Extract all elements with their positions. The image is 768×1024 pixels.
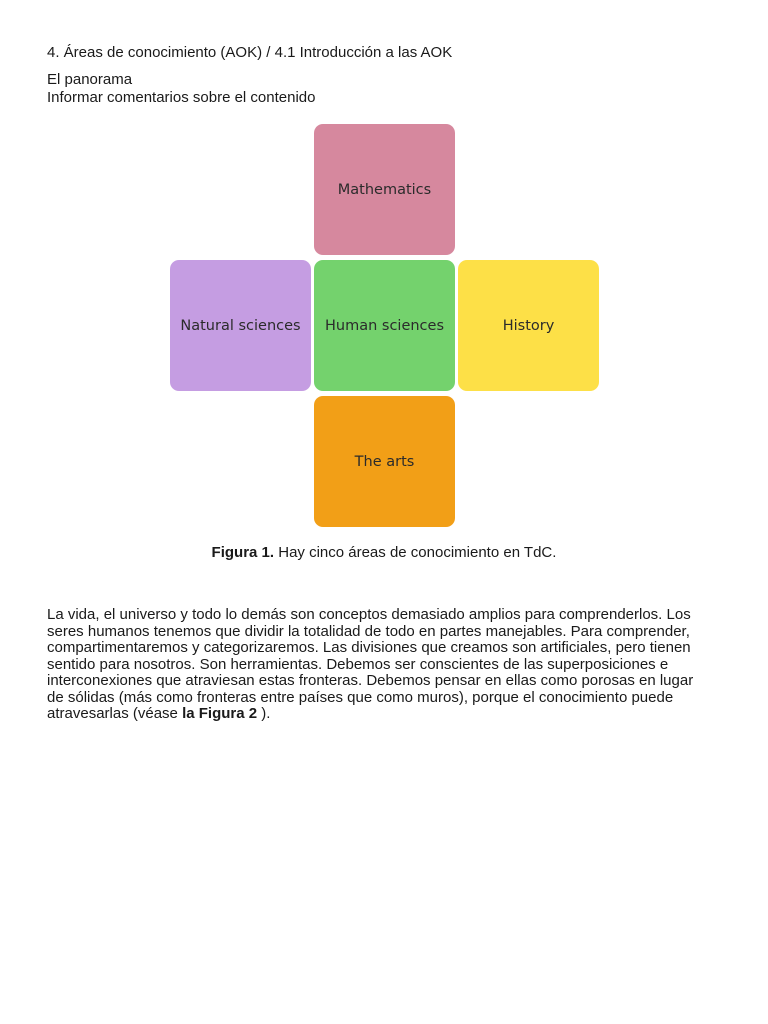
figure-caption-text: Hay cinco áreas de conocimiento en TdC.: [274, 544, 557, 561]
body-paragraph: [47, 607, 727, 723]
report-feedback-link[interactable]: Informar comentarios sobre el contenido: [47, 89, 316, 106]
tile-natural-sciences-label: Natural sciences: [180, 317, 301, 334]
tile-natural-sciences: [170, 260, 311, 391]
paragraph-line: compartimentaremos y categorizaremos. Las divisiones que creamos son artificiales, pero tienen: [47, 639, 691, 656]
tile-the-arts: [314, 396, 455, 527]
paragraph-line: sentido para nosotros. Son herramientas. Debemos ser conscientes de las superposiciones e: [47, 655, 669, 673]
tile-mathematics: [314, 124, 455, 255]
paragraph-line: seres humanos tenemos que dividir la totalidad de todo en partes manejables. Para comprender,: [47, 622, 690, 640]
paragraph-line: interconexiones que atraviesan estas fronteras. Debemos pensar en ellas como porosas en lugar: [47, 672, 694, 689]
tile-human-sciences: [314, 260, 455, 391]
tile-human-sciences-label: Human sciences: [324, 317, 445, 334]
tile-history-label: History: [502, 317, 555, 334]
figure-caption: [0, 544, 768, 562]
figure-caption-label: Figura 1.: [211, 544, 275, 561]
section-title: El panorama: [47, 71, 133, 88]
tile-the-arts-label: The arts: [354, 453, 415, 470]
paragraph-last-line: [47, 706, 727, 723]
tile-history: [458, 260, 599, 391]
last-line-suffix: ).: [257, 705, 271, 722]
figure-2-reference-link[interactable]: la Figura 2: [182, 705, 258, 722]
last-line-prefix: atravesarlas (véase: [47, 705, 183, 722]
paragraph-line: La vida, el universo y todo lo demás son conceptos demasiado amplios para comprenderlos. Los: [47, 606, 691, 623]
paragraph-line: de sólidas (más como fronteras entre países que como muros), porque el conocimiento puede: [47, 688, 674, 706]
tile-mathematics-label: Mathematics: [337, 181, 432, 198]
breadcrumb: 4. Áreas de conocimiento (AOK) / 4.1 Introducción a las AOK: [47, 44, 453, 61]
